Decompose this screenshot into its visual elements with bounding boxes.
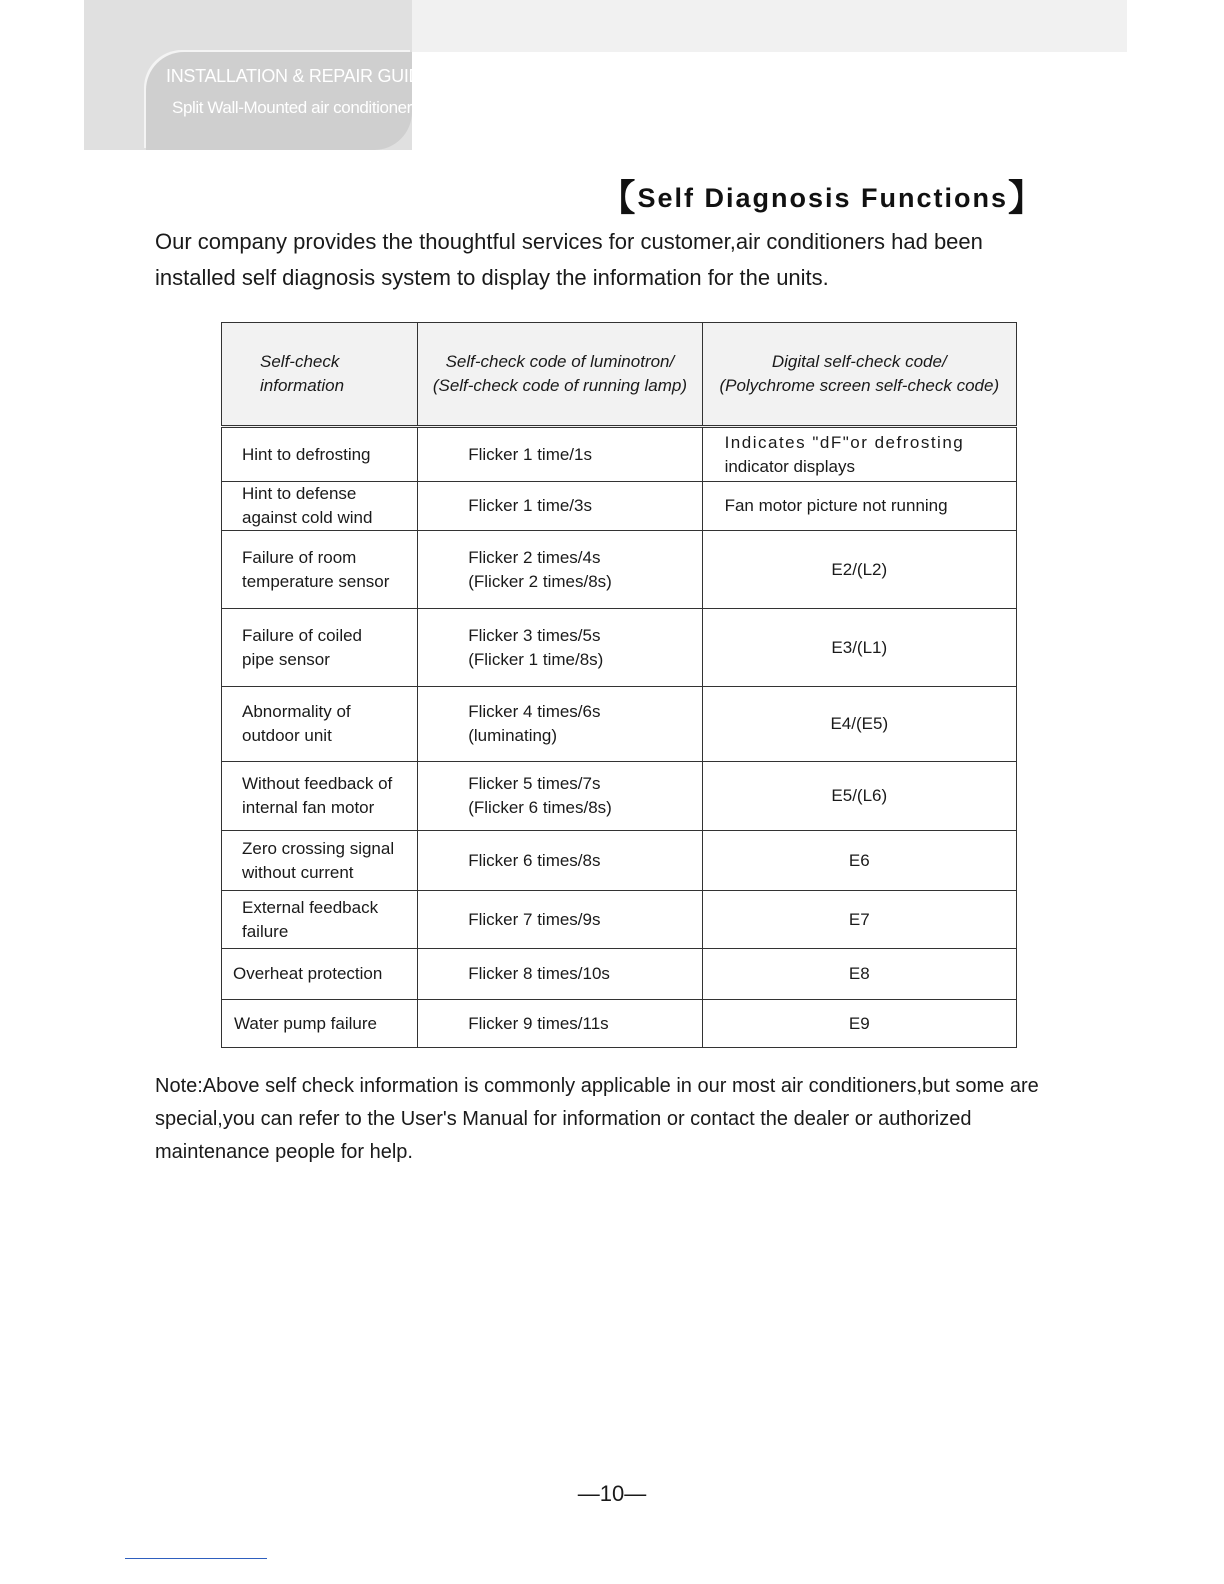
lamp-line1: Flicker 8 times/10s [468,964,610,983]
lamp-line1: Flicker 6 times/8s [468,850,601,870]
table-row [222,482,1017,531]
digital-cell [702,949,1016,1000]
table-row [222,949,1017,1000]
lamp-line1: Flicker 7 times/9s [468,909,601,929]
info-line2: pipe sensor [242,649,330,669]
table-row [222,891,1017,949]
digital-cell [702,482,1016,531]
lamp-cell [418,949,702,1000]
section-title [599,170,1046,221]
info-line2: outdoor unit [242,726,332,745]
title-open-bracket: 【 [599,177,638,218]
table-row [222,762,1017,831]
note-paragraph: Note:Above self check information is commonly applicable in our most air conditioners,but some are special,you can refer to the User's Manual for information or contact the dealer or authorized maintenance people for help. [155,1075,1039,1163]
table-row [222,427,1017,482]
footer-rule [125,1558,267,1559]
table-row [222,831,1017,891]
lamp-line1: Flicker 3 times/5s [468,625,601,645]
digi-line1: E2/(L2) [831,559,888,579]
table-row [222,609,1017,687]
lamp-cell [418,427,702,482]
info-cell [222,891,418,949]
header-info-line1: Self-check [260,352,340,371]
lamp-line2: (Flicker 2 times/8s) [468,571,612,591]
digi-line1: E8 [848,964,870,983]
lamp-cell [418,831,702,891]
header-digi-line1: Digital self-check code/ [771,352,947,371]
header-digi-line2: (Polychrome screen self-check code) [719,376,1000,395]
lamp-line1: Flicker 1 time/3s [468,496,592,515]
intro-paragraph: Our company provides the thoughtful services for customer,air conditioners had been installed self diagnosis system to display the information for the units. [155,229,983,290]
lamp-cell [418,482,702,531]
info-cell [222,687,418,762]
table-header-row [222,323,1017,427]
digi-line1: E7 [848,909,870,929]
info-line1: Failure of room [242,547,357,567]
lamp-line1: Flicker 5 times/7s [468,774,601,793]
digi-line2: indicator displays [724,456,855,476]
info-line1: Hint to defrosting [242,444,371,464]
info-line2: temperature sensor [242,571,390,591]
digi-line1: Fan motor picture not running [724,496,948,515]
digi-line1: Indicates "dF"or defrosting [724,432,965,452]
title-close-bracket: 】 [1007,177,1046,218]
title-text: Self Diagnosis Functions [637,183,1008,213]
diagnosis-table [221,322,1017,1048]
table-row [222,687,1017,762]
info-line1: Failure of coiled [242,625,363,645]
info-line2: against cold wind [242,508,373,527]
info-cell [222,427,418,482]
lamp-cell [418,531,702,609]
info-line2: internal fan motor [242,798,375,817]
digital-cell [702,1000,1016,1048]
info-line1: Hint to defense [242,484,357,503]
header-top-strip [412,0,1127,52]
lamp-cell [418,1000,702,1048]
lamp-cell [418,762,702,831]
info-cell [222,609,418,687]
lamp-line1: Flicker 1 time/1s [468,444,592,464]
product-subtitle: Split Wall-Mounted air conditioner [172,98,412,117]
digital-cell [702,891,1016,949]
lamp-line1: Flicker 4 times/6s [468,702,601,721]
lamp-line2: (Flicker 6 times/8s) [468,798,612,817]
digital-cell [702,609,1016,687]
page-number: —10— [577,1481,647,1506]
info-line1: Without feedback of [242,774,393,793]
guide-title: INSTALLATION & REPAIR GUIDE [166,66,433,86]
info-cell [222,482,418,531]
lamp-line2: (Flicker 1 time/8s) [468,649,604,669]
lamp-cell [418,891,702,949]
digi-line1: E6 [848,850,870,870]
digital-cell [702,762,1016,831]
info-line1: Zero crossing signal [242,838,395,858]
header-digital-code [702,323,1016,427]
lamp-line1: Flicker 9 times/11s [468,1013,609,1033]
lamp-cell [418,609,702,687]
info-line2: failure [242,921,289,941]
info-cell [222,831,418,891]
info-cell [222,949,418,1000]
header-info-line2: information [260,376,345,395]
digital-cell [702,531,1016,609]
digi-line1: E4/(E5) [830,714,889,733]
digi-line1: E9 [848,1013,870,1033]
digital-cell [702,831,1016,891]
info-line1: External feedback [242,897,379,917]
header-self-check-information [222,323,418,427]
lamp-line2: (luminating) [468,726,558,745]
digital-cell [702,687,1016,762]
header-lamp-line2: (Self-check code of running lamp) [432,376,687,395]
header-lamp-line1: Self-check code of luminotron/ [445,352,675,371]
digital-cell [702,427,1016,482]
header-luminotron-code [418,323,702,427]
digi-line1: E5/(L6) [831,786,888,805]
info-cell [222,1000,418,1048]
info-cell [222,531,418,609]
info-cell [222,762,418,831]
info-line2: without current [242,862,354,882]
info-line1: Overheat protection [233,964,383,983]
lamp-line1: Flicker 2 times/4s [468,547,601,567]
lamp-cell [418,687,702,762]
digi-line1: E3/(L1) [831,637,888,657]
table-row [222,1000,1017,1048]
info-line1: Abnormality of [242,702,351,721]
table-row [222,531,1017,609]
info-line1: Water pump failure [234,1013,377,1033]
